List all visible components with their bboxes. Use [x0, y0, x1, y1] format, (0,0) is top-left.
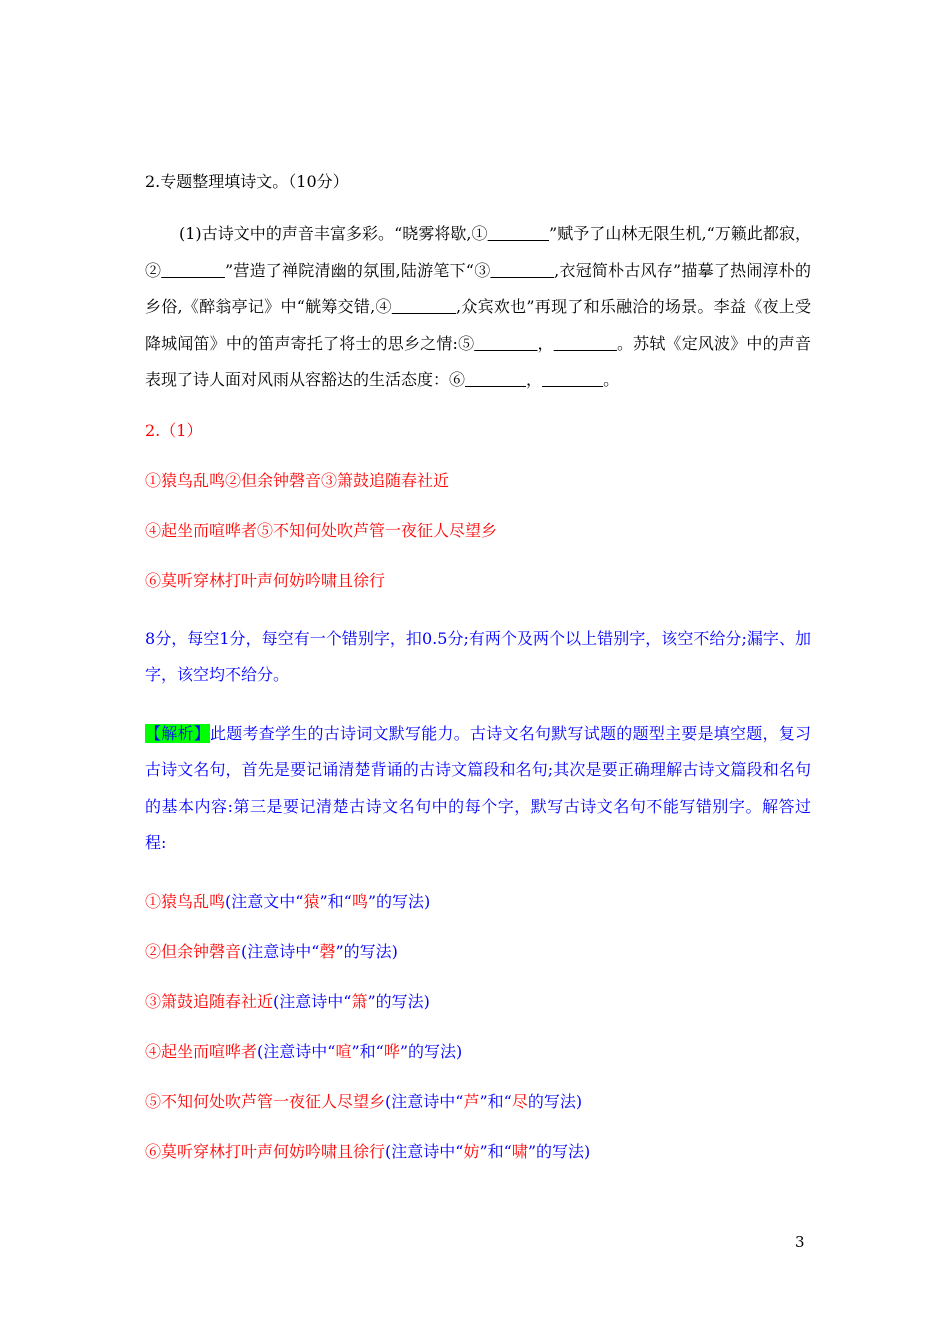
- detail-char: 喧: [335, 1041, 352, 1061]
- answer-line-2: ④起坐而喧哗者⑤不知何处吹芦管一夜征人尽望乡: [145, 520, 498, 540]
- detail-line-5: [145, 1092, 811, 1112]
- question-text: 。苏轼《定风波》中的声音表现了诗人面对风雨从容豁达的生活态度：⑥: [145, 333, 811, 389]
- detail-note: (注意诗中“: [385, 1091, 464, 1111]
- detail-note: ”的写法): [367, 991, 430, 1011]
- detail-answer: ③箫鼓追随春社近: [145, 991, 274, 1011]
- detail-line-3: [145, 992, 811, 1012]
- scoring-rules: 8分，每空1分，每空有一个错别字，扣0.5分;有两个及两个以上错别字，该空不给分;漏字、加字，该空均不给分。: [145, 628, 811, 684]
- question-heading: 2.专题整理填诗文。（10分）: [145, 172, 349, 191]
- detail-note: ”的写法): [527, 1141, 591, 1161]
- detail-note: ”和“: [319, 891, 352, 911]
- question-text: ”营造了禅院清幽的氛围,陆游笔下“③: [224, 260, 491, 280]
- blank-5b: [554, 334, 617, 353]
- question-text: 。: [603, 370, 620, 389]
- detail-note: ”的写法): [335, 941, 398, 961]
- answer-label: 2.（1）: [145, 420, 203, 440]
- detail-char: 箫: [351, 991, 368, 1011]
- detail-answer: ⑤不知何处吹芦管一夜征人尽望乡: [145, 1091, 386, 1111]
- detail-char: 哗: [383, 1041, 400, 1061]
- detail-note: ”的写法): [399, 1041, 463, 1061]
- question-text: (1)古诗文中的声音丰富多彩。“晓雾将歇,①: [179, 224, 488, 243]
- question-body: [145, 216, 811, 399]
- detail-char: 尽: [511, 1091, 528, 1111]
- blank-3: [490, 261, 554, 280]
- analysis-paragraph: [145, 716, 811, 862]
- detail-note: ”和“: [479, 1141, 512, 1161]
- detail-char: 妨: [463, 1141, 480, 1161]
- detail-note: (注意诗中“: [257, 1041, 336, 1061]
- detail-answer: ⑥莫听穿林打叶声何妨吟啸且徐行: [145, 1141, 386, 1161]
- detail-note: (注意诗中“: [241, 941, 320, 961]
- detail-char: 芦: [463, 1091, 480, 1111]
- detail-answer: ④起坐而喧哗者: [145, 1041, 258, 1061]
- detail-line-1: [145, 892, 811, 912]
- detail-note: (注意诗中“: [385, 1141, 464, 1161]
- detail-answer: ②但余钟磬音: [145, 941, 242, 961]
- question-text: ,众宾欢也”再现了和乐融洽的场景。李益《夜上受降城闻笛》中的笛声寄托了将士的思乡之情:⑤: [145, 297, 811, 353]
- analysis-tag: 【解析】: [145, 723, 210, 743]
- page-number: 3: [795, 1233, 805, 1251]
- detail-note: ”和“: [479, 1091, 512, 1111]
- answer-line-1: ①猿鸟乱鸣②但余钟磬音③箫鼓追随春社近: [145, 470, 450, 490]
- blank-4: [392, 297, 456, 316]
- detail-char: 猿: [303, 891, 320, 911]
- detail-line-6: [145, 1142, 811, 1162]
- question-text: ,衣冠简朴古风存”描摹了热闹淳朴的乡俗,《醉翁亭记》中“觥筹交错,④: [145, 260, 811, 316]
- detail-note: (注意诗中“: [273, 991, 352, 1011]
- document-content: [145, 172, 811, 1162]
- detail-note: (注意文中“: [225, 891, 304, 911]
- answer-line-3: ⑥莫听穿林打叶声何妨吟啸且徐行: [145, 570, 386, 590]
- blank-2: [161, 261, 225, 280]
- blank-5a: [474, 334, 537, 353]
- detail-char: 磬: [319, 941, 336, 961]
- detail-note: ”的写法): [367, 891, 431, 911]
- blank-1: [488, 224, 549, 243]
- detail-note: 的写法): [527, 1091, 583, 1111]
- detail-line-2: [145, 942, 811, 962]
- question-text: ，: [526, 370, 543, 389]
- detail-char: 啸: [511, 1141, 528, 1161]
- analysis-text: 此题考查学生的古诗词文默写能力。古诗文名句默写试题的题型主要是填空题，复习古诗文名句，首先是要记诵清楚背诵的古诗文篇段和名句;其次是要正确理解古诗文篇段和名句的基本内容:第三是要记清楚古诗文名句中的每个字，默写古诗文名句不能写错别字。解答过程:: [145, 723, 811, 852]
- question-text: ”赋予了山林无限生机,“万籁此都寂，②: [145, 224, 812, 280]
- blank-6a: [465, 370, 526, 389]
- detail-answer: ①猿鸟乱鸣: [145, 891, 226, 911]
- detail-char: 鸣: [351, 891, 368, 911]
- detail-line-4: [145, 1042, 811, 1062]
- question-text: ，: [537, 333, 554, 353]
- detail-note: ”和“: [351, 1041, 384, 1061]
- blank-6b: [542, 370, 603, 389]
